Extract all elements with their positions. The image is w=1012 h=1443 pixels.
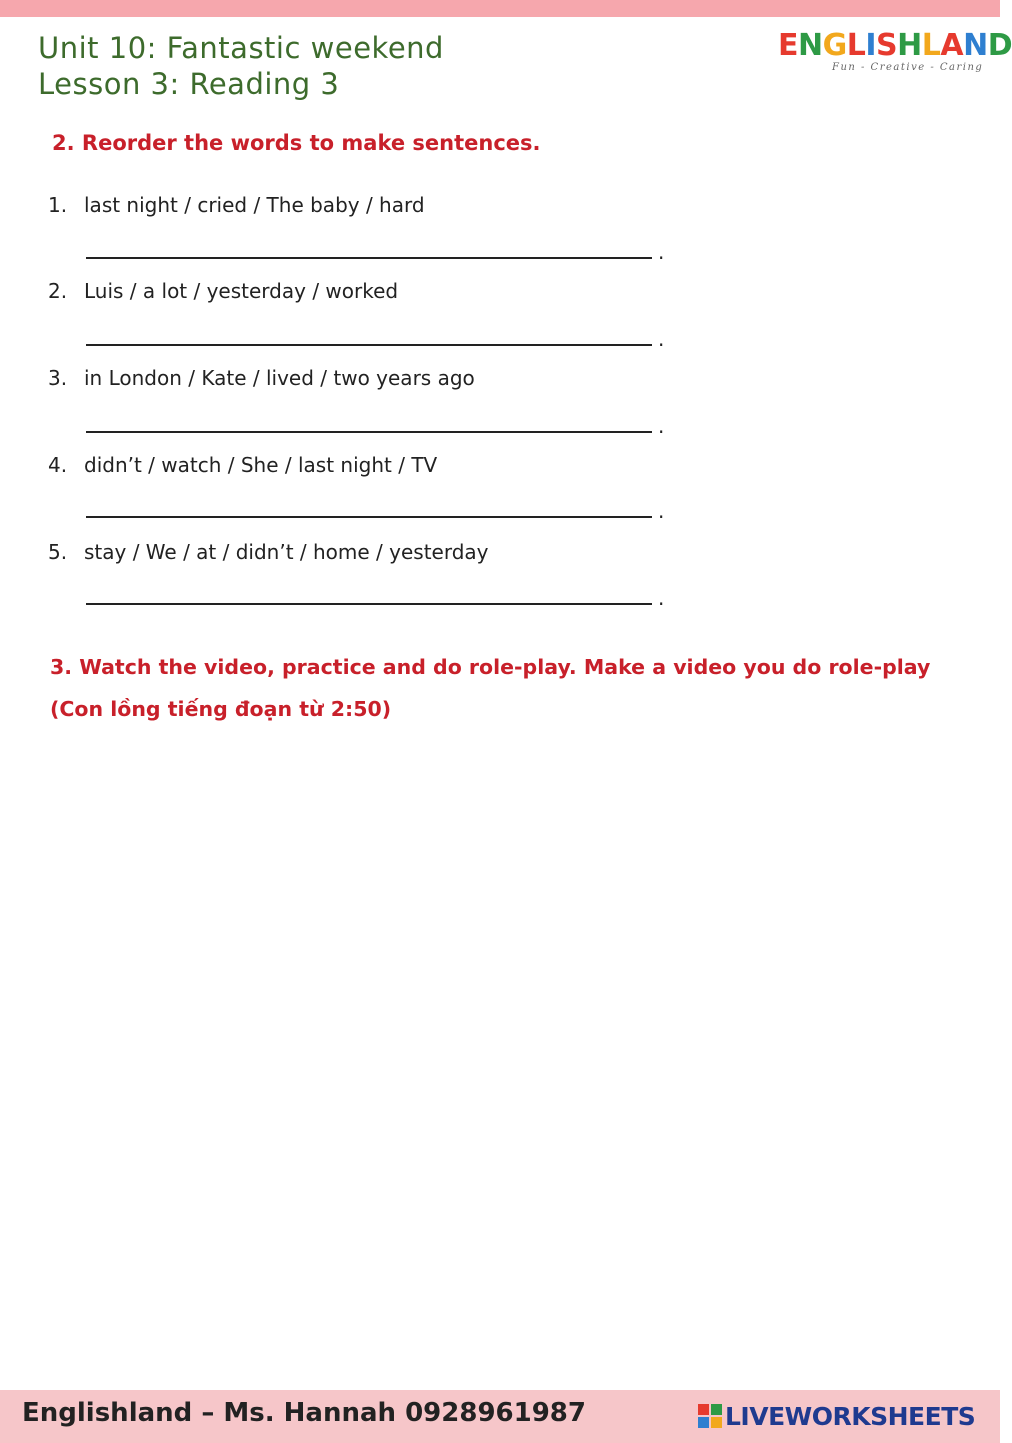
item-number: 4. (48, 453, 68, 477)
footer-bar (0, 1390, 1000, 1443)
item-number: 3. (48, 366, 68, 390)
answer-line[interactable] (86, 603, 652, 605)
logo-letter: L (846, 28, 866, 63)
footer-credit: Englishland – Ms. Hannah 0928961987 (22, 1398, 586, 1428)
exercise-item (48, 279, 398, 303)
logo-letter: A (940, 28, 964, 63)
logo-letter: S (876, 28, 898, 63)
logo-letter: D (987, 28, 1012, 63)
logo-letter: N (963, 28, 988, 63)
logo-letter: H (897, 28, 922, 63)
logo-wordmark (778, 28, 1012, 64)
liveworksheets-logo[interactable] (698, 1402, 975, 1430)
answer-line[interactable] (86, 344, 652, 346)
section-3-heading-line1: 3. Watch the video, practice and do role-play. Make a video you do role-play (50, 655, 931, 679)
logo-square (698, 1404, 709, 1415)
exercise-item (48, 193, 425, 217)
exercise-item (48, 453, 437, 477)
section-3-heading-line2: (Con lồng tiếng đoạn từ 2:50) (50, 697, 392, 721)
item-words: last night / cried / The baby / hard (84, 193, 425, 217)
logo-letter: E (778, 28, 798, 63)
unit-title: Unit 10: Fantastic weekend (38, 31, 444, 65)
logo-letter: G (822, 28, 847, 63)
item-words: didn’t / watch / She / last night / TV (84, 453, 438, 477)
item-words: stay / We / at / didn’t / home / yesterday (84, 540, 489, 564)
line-period: . (658, 240, 665, 264)
line-period: . (658, 327, 665, 351)
exercise-item (48, 540, 489, 564)
logo-letter: L (921, 28, 941, 63)
logo-square (711, 1417, 722, 1428)
englishland-logo (778, 28, 1012, 73)
logo-square (698, 1417, 709, 1428)
line-period: . (658, 499, 665, 523)
lesson-title: Lesson 3: Reading 3 (38, 67, 340, 101)
liveworksheets-wordmark: LIVEWORKSHEETS (725, 1401, 976, 1431)
logo-square (711, 1404, 722, 1415)
answer-line[interactable] (86, 431, 652, 433)
logo-letter: N (798, 28, 823, 63)
liveworksheets-squares-icon (698, 1404, 722, 1428)
section-3-heading (50, 646, 930, 730)
top-accent-bar (0, 0, 1000, 17)
logo-tagline: Fun - Creative - Caring (832, 62, 984, 73)
item-words: Luis / a lot / yesterday / worked (84, 279, 399, 303)
item-number: 1. (48, 193, 68, 217)
line-period: . (658, 414, 665, 438)
item-number: 2. (48, 279, 68, 303)
logo-letter: I (865, 28, 877, 63)
exercise-item (48, 366, 475, 390)
page-title (38, 30, 444, 102)
line-period: . (658, 586, 665, 610)
answer-line[interactable] (86, 257, 652, 259)
item-number: 5. (48, 540, 68, 564)
item-words: in London / Kate / lived / two years ago (84, 366, 475, 390)
section-2-heading: 2. Reorder the words to make sentences. (52, 131, 541, 155)
answer-line[interactable] (86, 516, 652, 518)
